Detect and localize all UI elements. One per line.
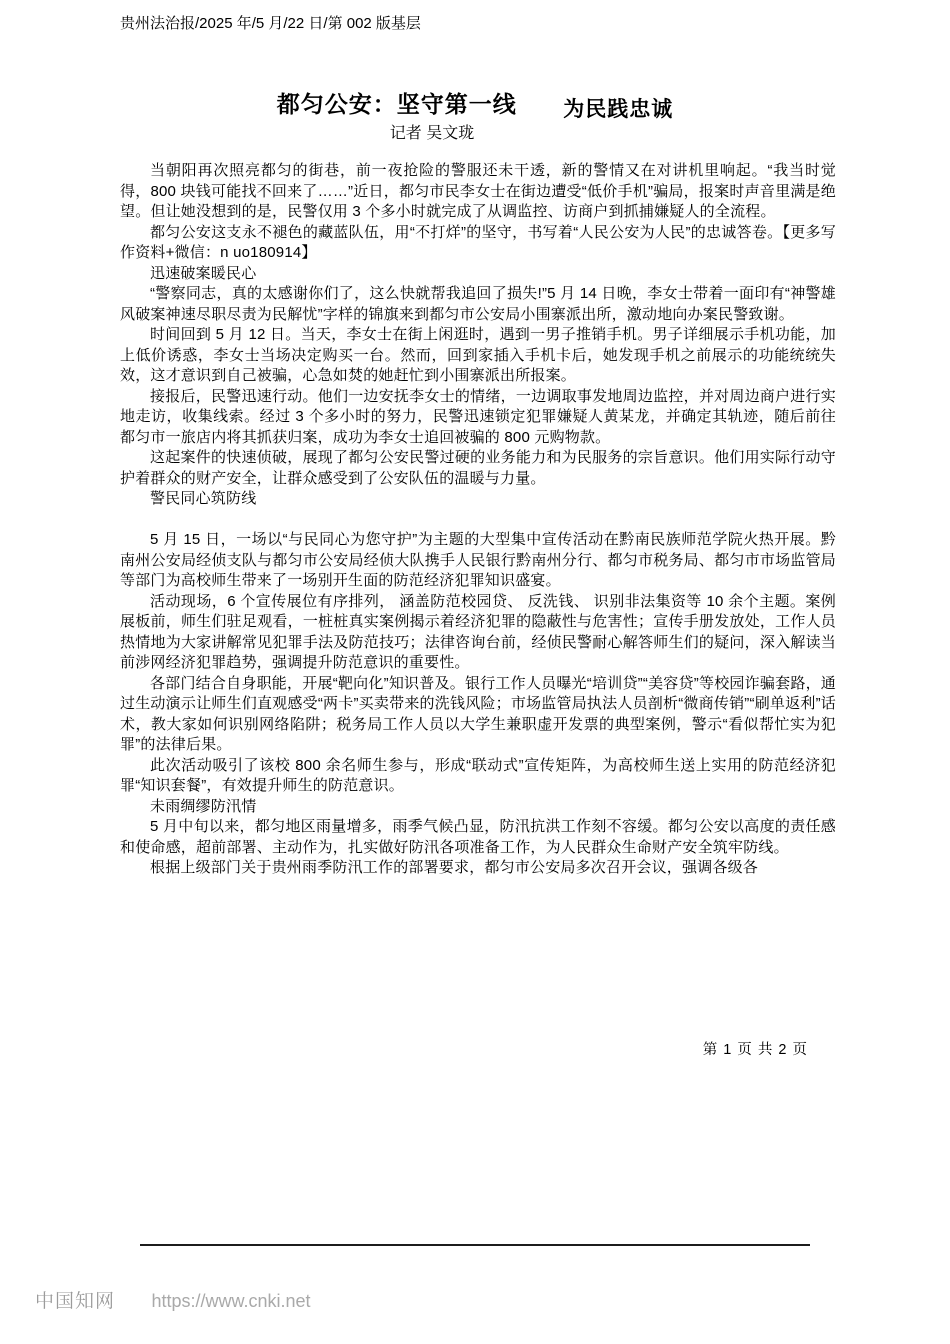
section-subhead: 警民同心筑防线 bbox=[150, 490, 257, 507]
article-paragraph: 活动现场，6 个宣传展位有序排列， 涵盖防范校园贷、 反洗钱、 识别非法集资等 10 余个主题。案例展板前，师生们驻足观看，一桩桩真实案例揭示着经济犯罪的隐蔽性与危害性；宣传手册发放处，工作人员热情地为大家讲解常见犯罪手法及防范技巧；法律咨询台前，经侦民警耐心解答师生们的疑问，深入解读当前涉网经济犯罪趋势，强调提升防范意识的重要性。 bbox=[120, 592, 836, 671]
article-paragraph: 5 月 15 日，一场以“与民同心为您守护”为主题的大型集中宣传活动在黔南民族师范学院火热开展。黔南州公安局经侦支队与都匀市公安局经侦大队携手人民银行黔南州分行、都匀市税务局、都匀市市场监管局等部门为高校师生带来了一场别开生面的防范经济犯罪知识盛宴。 bbox=[120, 531, 836, 589]
article-paragraph: 根据上级部门关于贵州雨季防汛工作的部署要求，都匀市公安局多次召开会议，强调各级各 bbox=[150, 859, 759, 876]
article-title-sub: 为民践忠诚 bbox=[563, 98, 674, 121]
article-paragraph: 5 月中旬以来，都匀地区雨量增多，雨季气候凸显，防汛抗洪工作刻不容缓。都匀公安以高度的责任感和使命感，超前部署、主动作为，扎实做好防汛各项准备工作，为人民群众生命财产安全筑牢防线。 bbox=[120, 818, 836, 856]
article-paragraph: 此次活动吸引了该校 800 余名师生参与，形成“联动式”宣传矩阵，为高校师生送上实用的防范经济犯罪“知识套餐”，有效提升师生的防范意识。 bbox=[120, 756, 836, 794]
article-paragraph: “警察同志，真的太感谢你们了，这么快就帮我追回了损失!”5 月 14 日晚，李女士带着一面印有“神警雄风破案神速尽职尽责为民解忧”字样的锦旗来到都匀市公安局小围寨派出所，激动地向办案民警致谢。 bbox=[120, 285, 836, 323]
article-paragraph: 当朝阳再次照亮都匀的街巷，前一夜抢险的警服还未干透，新的警情又在对讲机里响起。“我当时觉得，800 块钱可能找不回来了……”近日，都匀市民李女士在街边遭受“低价手机”骗局，报案时声音里满是绝望。但让她没想到的是，民警仅用 3 个多小时就完成了从调监控、访商户到抓捕嫌疑人的全流程。 bbox=[120, 162, 836, 220]
article-body bbox=[120, 161, 836, 879]
section-subhead: 未雨绸缪防汛情 bbox=[150, 797, 257, 815]
article-paragraph: 时间回到 5 月 12 日。当天，李女士在街上闲逛时，遇到一男子推销手机。男子详细展示手机功能，加上低价诱惑，李女士当场决定购买一台。然而，回到家插入手机卡后，她发现手机之前展示的功能统统失效，这才意识到自己被骗，心急如焚的她赶忙到小围寨派出所报案。 bbox=[120, 326, 836, 384]
article-paragraph: 都匀公安这支永不褪色的藏蓝队伍，用“不打烊”的坚守，书写着“人民公安为人民”的忠诚答卷。【更多写作资料+微信：n uo180914】 bbox=[120, 223, 836, 261]
page-indicator: 第 1 页 共 2 页 bbox=[702, 1042, 808, 1058]
section-subhead: 迅速破案暖民心 bbox=[150, 264, 257, 282]
cnki-logo-text: 中国知网 bbox=[35, 1291, 116, 1312]
cnki-url-link[interactable]: https://www.cnki.net bbox=[151, 1291, 311, 1311]
article-paragraph: 接报后，民警迅速行动。他们一边安抚李女士的情绪，一边调取事发地周边监控，并对周边商户进行实地走访，收集线索。经过 3 个多小时的努力，民警迅速锁定犯罪嫌疑人黄某龙，并确定其轨迹，随后前往都匀市一旅店内将其抓获归案，成功为李女士追回被骗的 800 元购物款。 bbox=[120, 387, 836, 446]
paragraph-spacer bbox=[120, 510, 836, 531]
article-title-row bbox=[0, 86, 950, 119]
publication-source: 贵州法治报/2025 年/5 月/22 日/第 002 版基层 bbox=[120, 15, 421, 32]
article-title-main: 都匀公安：坚守第一线 bbox=[276, 91, 517, 117]
article-paragraph: 各部门结合自身职能，开展“靶向化”知识普及。银行工作人员曝光“培训贷”“美容贷”等校园诈骗套路，通过生动演示让师生们直观感受“两卡”买卖带来的洗钱风险；市场监管局执法人员剖析“微商传销”“刷单返利”话术，教大家如何识别网络陷阱；税务局工作人员以大学生兼职虚开发票的典型案例，警示“看似帮忙实为犯罪”的法律后果。 bbox=[120, 674, 836, 753]
footer-divider-line bbox=[140, 1244, 810, 1246]
article-byline: 记者 吴文珑 bbox=[389, 125, 475, 142]
article-paragraph: 这起案件的快速侦破，展现了都匀公安民警过硬的业务能力和为民服务的宗旨意识。他们用实际行动守护着群众的财产安全，让群众感受到了公安队伍的温暖与力量。 bbox=[120, 449, 836, 487]
cnki-watermark bbox=[35, 1286, 311, 1313]
